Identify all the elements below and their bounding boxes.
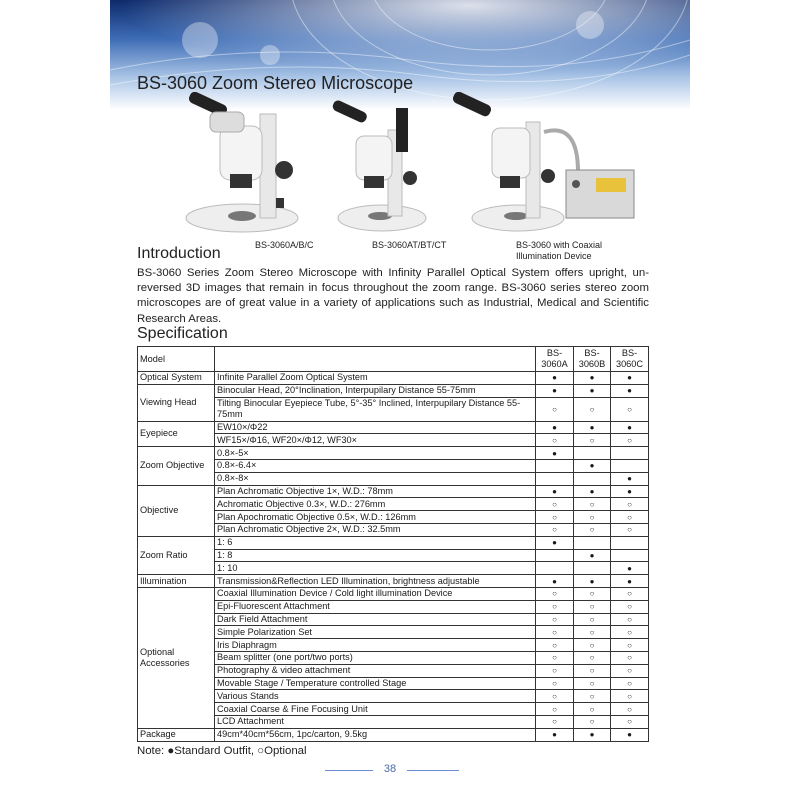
mark-cell: ● (574, 421, 611, 434)
product-caption: BS-3060 with Coaxial Illumination Device (516, 240, 603, 261)
feature-cell: Coaxial Illumination Device / Cold light illumination Device (215, 587, 536, 600)
feature-cell: Binocular Head, 20°Inclination, Interpupilary Distance 55-75mm (215, 384, 536, 397)
table-row (138, 690, 649, 703)
category-cell: Zoom Objective (138, 447, 215, 485)
model-column-header: BS-3060C (611, 347, 649, 372)
mark-cell: ○ (536, 613, 574, 626)
mark-cell: ● (611, 372, 649, 385)
table-row (138, 715, 649, 728)
mark-cell: ● (611, 562, 649, 575)
mark-cell: ● (611, 472, 649, 485)
feature-cell: 0.8×-6.4× (215, 459, 536, 472)
specification-table (137, 346, 649, 742)
table-row (138, 523, 649, 536)
mark-cell: ○ (611, 690, 649, 703)
mark-cell: ○ (574, 703, 611, 716)
mark-cell: ○ (536, 690, 574, 703)
feature-cell: 1: 8 (215, 549, 536, 562)
table-row (138, 536, 649, 549)
table-row (138, 664, 649, 677)
mark-cell: ○ (574, 587, 611, 600)
mark-cell: ● (536, 728, 574, 741)
table-row (138, 549, 649, 562)
feature-cell: Transmission&Reflection LED Illumination, brightness adjustable (215, 575, 536, 588)
mark-cell: ○ (536, 715, 574, 728)
feature-cell: 49cm*40cm*56cm, 1pc/carton, 9.5kg (215, 728, 536, 741)
table-row (138, 651, 649, 664)
mark-cell: ○ (611, 703, 649, 716)
table-row (138, 639, 649, 652)
mark-cell: ○ (574, 639, 611, 652)
mark-cell: ○ (611, 613, 649, 626)
feature-cell: Tilting Binocular Eyepiece Tube, 5°-35° Inclined, Interpupilary Distance 55-75mm (215, 397, 536, 421)
mark-cell: ○ (574, 664, 611, 677)
mark-cell: ○ (611, 498, 649, 511)
category-cell: Viewing Head (138, 384, 215, 421)
mark-cell: ● (536, 575, 574, 588)
mark-cell: ○ (536, 498, 574, 511)
mark-cell (574, 536, 611, 549)
mark-cell: ○ (574, 626, 611, 639)
table-row (138, 677, 649, 690)
mark-cell: ○ (611, 626, 649, 639)
feature-cell: Coaxial Coarse & Fine Focusing Unit (215, 703, 536, 716)
specification-heading: Specification (137, 325, 228, 342)
microscope-a-image (180, 92, 300, 234)
mark-cell: ● (574, 485, 611, 498)
table-row (138, 511, 649, 524)
legend-note: Note: ●Standard Outfit, ○Optional (137, 745, 307, 757)
model-column-header: BS-3060B (574, 347, 611, 372)
mark-cell: ○ (574, 498, 611, 511)
mark-cell: ○ (611, 600, 649, 613)
feature-cell: Movable Stage / Temperature controlled Stage (215, 677, 536, 690)
mark-cell: ● (536, 421, 574, 434)
feature-cell: 1: 6 (215, 536, 536, 549)
mark-cell: ● (611, 575, 649, 588)
mark-cell: ○ (611, 664, 649, 677)
table-row (138, 472, 649, 485)
mark-cell: ○ (611, 511, 649, 524)
page-title: BS-3060 Zoom Stereo Microscope (137, 73, 414, 93)
microscope-coaxial-image (448, 92, 638, 234)
mark-cell: ○ (574, 511, 611, 524)
model-header: Model (138, 347, 215, 372)
mark-cell: ● (536, 384, 574, 397)
mark-cell: ● (536, 372, 574, 385)
mark-cell: ○ (574, 434, 611, 447)
mark-cell: ○ (611, 523, 649, 536)
mark-cell: ○ (536, 639, 574, 652)
feature-cell: LCD Attachment (215, 715, 536, 728)
feature-cell: Various Stands (215, 690, 536, 703)
feature-cell: Epi-Fluorescent Attachment (215, 600, 536, 613)
mark-cell (574, 562, 611, 575)
mark-cell: ○ (611, 639, 649, 652)
category-cell: Objective (138, 485, 215, 536)
mark-cell: ○ (536, 677, 574, 690)
category-cell: Optional Accessories (138, 587, 215, 728)
table-row (138, 397, 649, 421)
mark-cell (611, 536, 649, 549)
mark-cell: ● (536, 447, 574, 460)
table-row (138, 575, 649, 588)
mark-cell: ● (611, 485, 649, 498)
feature-cell: 0.8×-5× (215, 447, 536, 460)
product-caption: BS-3060A/B/C (255, 240, 314, 250)
table-row (138, 372, 649, 385)
mark-cell (536, 472, 574, 485)
mark-cell (536, 549, 574, 562)
mark-cell: ● (574, 384, 611, 397)
table-row (138, 384, 649, 397)
mark-cell: ○ (536, 434, 574, 447)
mark-cell: ○ (611, 715, 649, 728)
mark-cell: ○ (611, 434, 649, 447)
mark-cell: ○ (536, 397, 574, 421)
mark-cell: ● (536, 536, 574, 549)
category-cell: Package (138, 728, 215, 741)
mark-cell: ○ (611, 397, 649, 421)
mark-cell: ○ (536, 626, 574, 639)
mark-cell: ● (574, 549, 611, 562)
footer-rule-right (407, 770, 459, 771)
mark-cell: ○ (611, 677, 649, 690)
category-cell: Eyepiece (138, 421, 215, 447)
mark-cell (611, 459, 649, 472)
table-row (138, 728, 649, 741)
mark-cell: ● (611, 728, 649, 741)
category-cell: Optical System (138, 372, 215, 385)
feature-cell: Plan Apochromatic Objective 0.5×, W.D.: 126mm (215, 511, 536, 524)
model-column-header: BS-3060A (536, 347, 574, 372)
introduction-text: BS-3060 Series Zoom Stereo Microscope with Infinity Parallel Optical System offers upright, un-reversed 3D images that remain in focus throughout the zoom range. BS-3060 series stereo zoom microscopes are of great value in a variety of applications such as Industrial, Medical and Scientific Research Areas. (137, 267, 649, 325)
feature-cell: Plan Achromatic Objective 1×, W.D.: 78mm (215, 485, 536, 498)
mark-cell: ● (611, 384, 649, 397)
mark-cell: ● (574, 459, 611, 472)
feature-cell: WF15×/Φ16, WF20×/Φ12, WF30× (215, 434, 536, 447)
feature-cell: Infinite Parallel Zoom Optical System (215, 372, 536, 385)
footer-rule-left (325, 770, 373, 771)
table-row (138, 498, 649, 511)
mark-cell: ○ (574, 613, 611, 626)
mark-cell: ○ (574, 397, 611, 421)
table-header-row (138, 347, 649, 372)
mark-cell (536, 459, 574, 472)
mark-cell: ○ (536, 600, 574, 613)
feature-cell: 1: 10 (215, 562, 536, 575)
table-row (138, 459, 649, 472)
table-row (138, 562, 649, 575)
feature-cell: 0.8×-8× (215, 472, 536, 485)
mark-cell (574, 472, 611, 485)
mark-cell: ○ (536, 511, 574, 524)
mark-cell (536, 562, 574, 575)
feature-cell: Photography & video attachment (215, 664, 536, 677)
mark-cell: ○ (536, 523, 574, 536)
table-row (138, 600, 649, 613)
mark-cell: ○ (536, 651, 574, 664)
mark-cell: ● (574, 728, 611, 741)
feature-cell: Achromatic Objective 0.3×, W.D.: 276mm (215, 498, 536, 511)
table-row (138, 626, 649, 639)
mark-cell: ● (611, 421, 649, 434)
mark-cell: ○ (611, 587, 649, 600)
mark-cell: ○ (574, 600, 611, 613)
category-cell: Zoom Ratio (138, 536, 215, 574)
feature-cell: EW10×/Φ22 (215, 421, 536, 434)
mark-cell: ○ (536, 703, 574, 716)
mark-cell: ○ (574, 677, 611, 690)
mark-cell: ○ (574, 523, 611, 536)
mark-cell (611, 549, 649, 562)
table-row (138, 421, 649, 434)
feature-cell: Dark Field Attachment (215, 613, 536, 626)
mark-cell: ● (536, 485, 574, 498)
table-row (138, 587, 649, 600)
header-blank-cell (215, 347, 536, 372)
mark-cell: ○ (574, 715, 611, 728)
mark-cell: ● (574, 372, 611, 385)
feature-cell: Iris Diaphragm (215, 639, 536, 652)
mark-cell: ● (574, 575, 611, 588)
mark-cell: ○ (536, 587, 574, 600)
introduction-heading: Introduction (137, 245, 221, 262)
mark-cell: ○ (574, 651, 611, 664)
feature-cell: Simple Polarization Set (215, 626, 536, 639)
mark-cell (611, 447, 649, 460)
mark-cell (574, 447, 611, 460)
feature-cell: Plan Achromatic Objective 2×, W.D.: 32.5mm (215, 523, 536, 536)
mark-cell: ○ (536, 664, 574, 677)
mark-cell: ○ (574, 690, 611, 703)
category-cell: Illumination (138, 575, 215, 588)
table-row (138, 434, 649, 447)
mark-cell: ○ (611, 651, 649, 664)
table-row (138, 703, 649, 716)
microscope-at-image (330, 100, 430, 234)
product-caption: BS-3060AT/BT/CT (372, 240, 447, 250)
table-row (138, 485, 649, 498)
table-row (138, 613, 649, 626)
feature-cell: Beam splitter (one port/two ports) (215, 651, 536, 664)
table-row (138, 447, 649, 460)
page-number: 38 (383, 763, 397, 775)
